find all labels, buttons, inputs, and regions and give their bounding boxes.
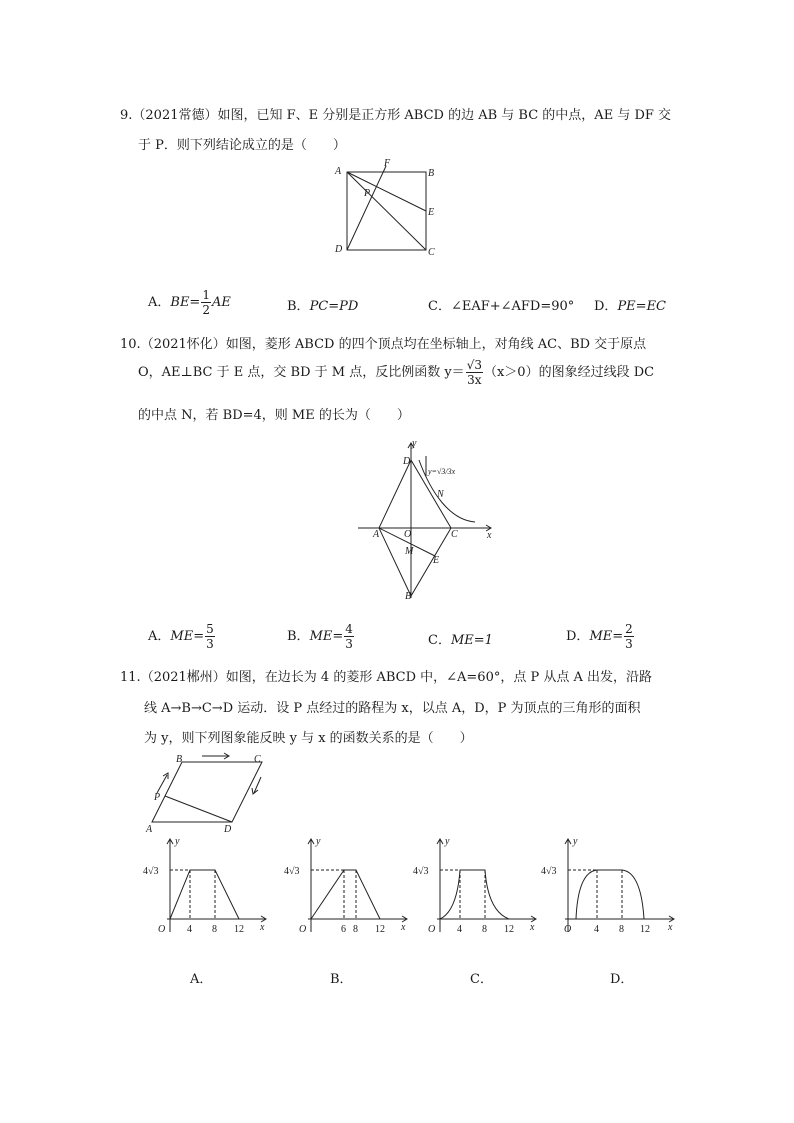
q10-label-N: N (437, 489, 444, 500)
q10-label-M: M (405, 546, 414, 557)
q10-option-a: A．ME= $\frac{5}{3}$ (148, 622, 214, 651)
q10-label-E: E (433, 555, 440, 566)
svg-text:4: 4 (457, 924, 462, 935)
q9-stem-line2: 于 P．则下列结论成立的是（ ） (138, 138, 346, 153)
svg-text:12: 12 (640, 924, 650, 935)
svg-text:x: x (668, 922, 673, 933)
svg-text:8: 8 (619, 924, 624, 935)
svg-text:x: x (401, 922, 406, 933)
svg-text:O: O (428, 924, 436, 935)
svg-text:O: O (299, 924, 307, 935)
q10-label-O: O (404, 529, 412, 540)
svg-text:6: 6 (341, 924, 346, 935)
svg-text:4√3: 4√3 (541, 866, 557, 877)
q10-stem-line2: O，AE⊥BC 于 E 点，交 BD 于 M 点，反比例函数 y＝ $\frac{√3}{3x}$ （x＞0）的图象经过线段 DC (138, 358, 655, 387)
svg-text:4√3: 4√3 (284, 866, 300, 877)
q11-graph-a (142, 836, 270, 936)
q10-label-y: y (412, 438, 417, 449)
q9-label-F: F (384, 158, 391, 169)
q11-label-B: B (176, 754, 183, 765)
q9-label-C: C (428, 247, 435, 258)
q9-text-1: 如图，已知 F、E 分别是正方形 ABCD 的边 AB 与 BC 的中点，AE 与 DF 交 (217, 108, 672, 123)
q11-graph-b (283, 836, 411, 936)
svg-text:y: y (445, 836, 450, 847)
q9-option-c: C．∠EAF+∠AFD=90° (428, 299, 575, 314)
q10-label-D: D (403, 456, 411, 467)
q11-graph-d-label: D． (610, 972, 634, 987)
svg-text:y: y (175, 836, 180, 847)
q11-label-C: C (254, 754, 261, 765)
svg-text:8: 8 (353, 924, 358, 935)
svg-text:4√3: 4√3 (413, 866, 429, 877)
q11-graph-c (412, 836, 540, 936)
q10-option-c: C．ME=1 (428, 633, 493, 648)
svg-text:8: 8 (212, 924, 217, 935)
svg-text:12: 12 (234, 924, 244, 935)
q11-graph-c-label: C． (470, 972, 493, 987)
q11-graph-a-label: A． (190, 972, 213, 987)
q9-stem-line1 (120, 104, 671, 123)
q11-figure-rhombus (140, 750, 275, 835)
q11-label-D: D (224, 824, 232, 835)
q9-number: 9. (120, 108, 133, 123)
q9-label-P: P (364, 188, 371, 199)
q11-graph-b-label: B． (330, 972, 353, 987)
svg-text:O: O (158, 924, 166, 935)
svg-text:12: 12 (504, 924, 514, 935)
q10-option-d: D．ME= $\frac{2}{3}$ (566, 622, 633, 651)
svg-text:4√3: 4√3 (143, 866, 159, 877)
q9-option-d: D．PE=EC (594, 299, 667, 314)
q10-option-b: B．ME= $\frac{4}{3}$ (287, 622, 353, 651)
q9-source: （2021常德） (132, 108, 218, 123)
q9-figure-square (330, 158, 440, 263)
q11-stem-line3: 为 y，则下列图象能反映 y 与 x 的函数关系的是（ ） (144, 731, 473, 746)
svg-text:4: 4 (594, 924, 599, 935)
q10-stem-line3: 的中点 N，若 BD=4，则 ME 的长为（ ） (138, 408, 410, 423)
q9-label-E: E (428, 207, 435, 218)
q10-label-A: A (373, 529, 380, 540)
q10-label-C: C (451, 529, 458, 540)
q10-label-func: y=√3/3x (428, 467, 456, 476)
q11-label-P: P (154, 792, 161, 803)
q9-label-D: D (335, 244, 343, 255)
q9-option-a: A．BE= $\frac{1}{2}$ AE (148, 288, 231, 317)
q10-label-x: x (487, 530, 492, 541)
svg-text:x: x (260, 922, 265, 933)
svg-text:y: y (573, 836, 578, 847)
svg-text:x: x (530, 922, 535, 933)
q10-stem-line1: 10.（2021怀化）如图，菱形 ABCD 的四个顶点均在坐标轴上，对角线 AC、BD 交于原点 (120, 337, 647, 352)
q11-label-A: A (146, 824, 153, 835)
q11-stem-line2: 线 A→B→C→D 运动．设 P 点经过的路程为 x，以点 A，D，P 为顶点的三角形的面积 (144, 701, 641, 716)
q11-graph-d (540, 836, 680, 936)
q9-label-A: A (335, 166, 342, 177)
svg-text:O: O (564, 924, 572, 935)
q11-stem-line1: 11.（2021郴州）如图，在边长为 4 的菱形 ABCD 中，∠A=60°，点 P 从点 A 出发，沿路 (120, 670, 653, 685)
svg-text:12: 12 (375, 924, 385, 935)
q9-label-B: B (428, 168, 435, 179)
svg-text:4: 4 (187, 924, 192, 935)
svg-text:8: 8 (482, 924, 487, 935)
svg-text:y: y (316, 836, 321, 847)
q9-option-b: B．PC=PD (287, 299, 359, 314)
q10-figure-rhombus (355, 438, 500, 603)
q10-label-B: B (405, 591, 412, 602)
